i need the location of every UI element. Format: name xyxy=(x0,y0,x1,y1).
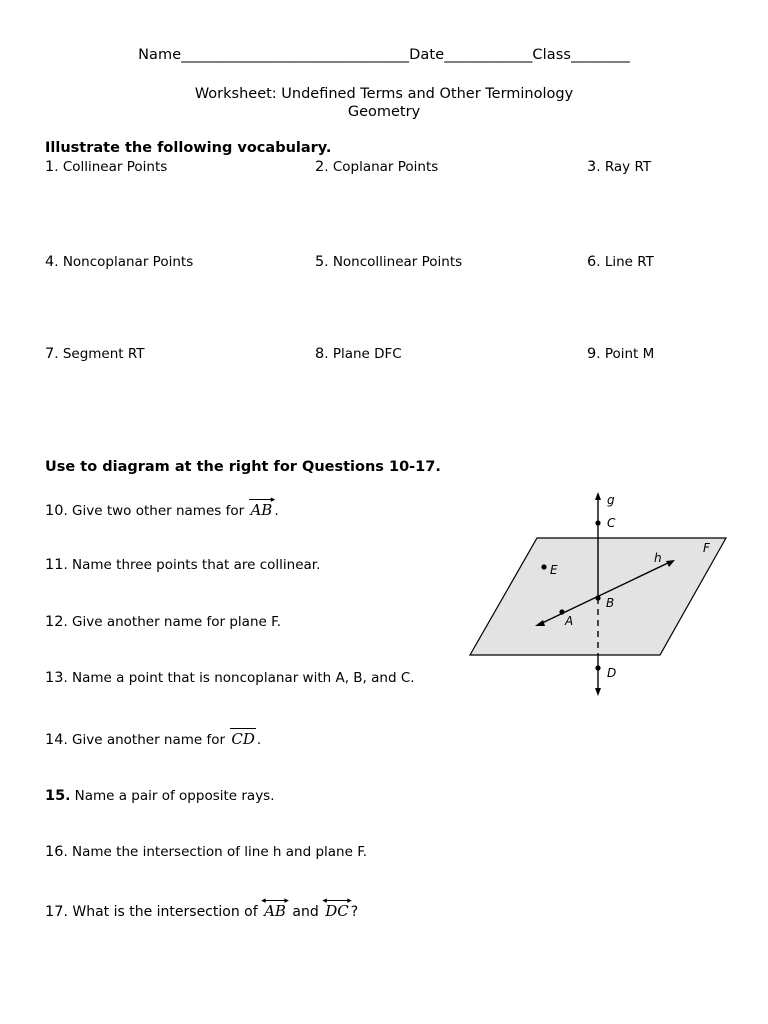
label-e: E xyxy=(550,563,558,577)
name-field[interactable]: _______________________________ xyxy=(181,47,410,63)
vocab-item-1: 1. Collinear Points xyxy=(45,159,168,175)
vocab-item-9: 9. Point M xyxy=(587,346,655,362)
label-g: g xyxy=(607,493,615,507)
line-ab-symbol: ◂ ▸ AB xyxy=(261,896,289,920)
vocab-item-3: 3. Ray RT xyxy=(587,159,652,175)
vocab-item-2: 2. Coplanar Points xyxy=(315,159,439,175)
question-10: 10. Give two other names for ▸ AB . xyxy=(45,495,279,519)
title-line-1: Worksheet: Undefined Terms and Other Terminology xyxy=(194,86,574,102)
vocab-item-8: 8. Plane DFC xyxy=(315,346,402,362)
class-label: Class xyxy=(532,47,572,63)
label-c: C xyxy=(607,516,616,530)
segment-cd-symbol: CD xyxy=(231,730,255,748)
class-field[interactable]: ________ xyxy=(571,47,630,63)
question-11: 11. Name three points that are collinear. xyxy=(45,557,321,573)
question-17: 17. What is the intersection of ◂ ▸ AB and ◂ ▸ DC ? xyxy=(45,896,359,920)
student-info-header xyxy=(0,47,768,63)
point-c xyxy=(595,520,600,525)
date-label: Date xyxy=(409,47,445,63)
point-a xyxy=(559,609,564,614)
diagram-heading: Use to diagram at the right for Questions 10-17. xyxy=(45,459,441,475)
vocab-item-7: 7. Segment RT xyxy=(45,346,145,362)
segment-ab-symbol: ▸ AB xyxy=(250,495,276,519)
line-dc-symbol: ◂ ▸ DC xyxy=(322,896,352,920)
label-h: h xyxy=(654,551,662,565)
point-b xyxy=(595,595,600,600)
line-g-arrow-down xyxy=(595,688,601,696)
line-g-arrow-up xyxy=(595,492,601,500)
vocab-heading: Illustrate the following vocabulary. xyxy=(45,140,332,156)
vocab-item-4: 4. Noncoplanar Points xyxy=(45,254,194,270)
label-d: D xyxy=(607,666,617,680)
vocab-item-6: 6. Line RT xyxy=(587,254,654,270)
vocab-item-5: 5. Noncollinear Points xyxy=(315,254,463,270)
label-f: F xyxy=(703,541,710,555)
name-label: Name xyxy=(138,47,182,63)
question-16: 16. Name the intersection of line h and plane F. xyxy=(45,844,368,860)
label-b: B xyxy=(606,596,615,610)
question-14: 14. Give another name for CD . xyxy=(45,730,262,748)
point-e xyxy=(541,564,546,569)
question-13: 13. Name a point that is noncoplanar with A, B, and C. xyxy=(45,670,415,686)
question-12: 12. Give another name for plane F. xyxy=(45,614,281,630)
plane-line-diagram xyxy=(465,490,735,700)
question-15: 15. Name a pair of opposite rays. xyxy=(45,788,275,804)
label-a: A xyxy=(565,614,574,628)
title-line-2: Geometry xyxy=(347,104,421,120)
worksheet-title xyxy=(0,85,768,121)
point-d xyxy=(595,665,600,670)
date-field[interactable]: ____________ xyxy=(444,47,533,63)
